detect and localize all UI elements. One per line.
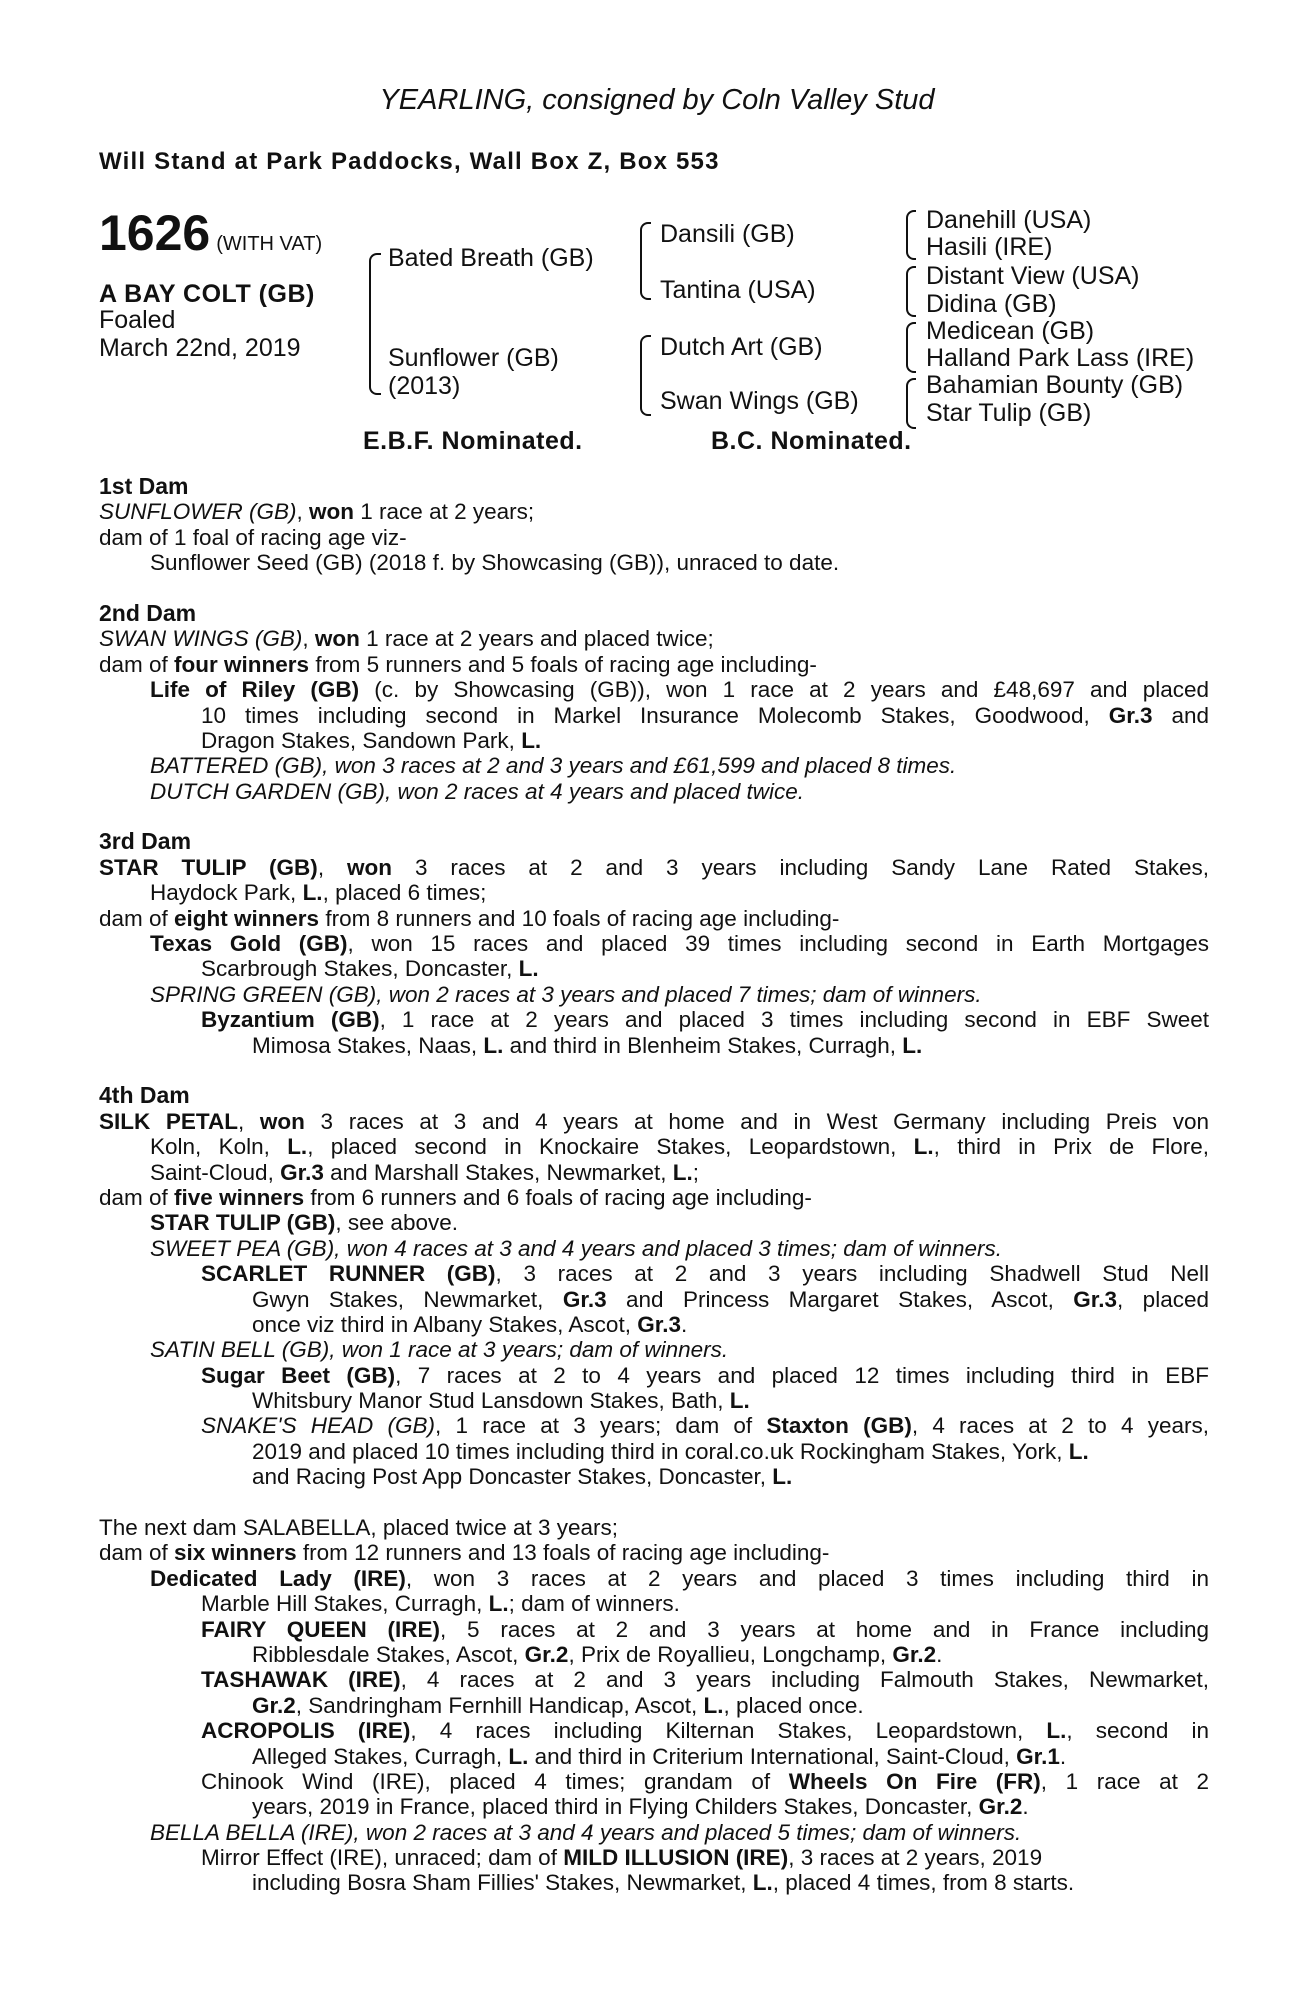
dam-dam-name: Swan Wings (GB) <box>660 387 859 415</box>
fourth-dam-line: SNAKE'S HEAD (GB), 1 race at 3 years; dam of Staxton (GB), 4 races at 2 to 4 years, <box>201 1413 1209 1439</box>
grandsire-3: Distant View (USA) <box>926 262 1140 290</box>
second-dam-line: Dragon Stakes, Sandown Park, L. <box>201 727 542 753</box>
fourth-dam-line: Saint-Cloud, Gr.3 and Marshall Stakes, Newmarket, L.; <box>150 1159 700 1185</box>
next-dam-line: Chinook Wind (IRE), placed 4 times; grandam of Wheels On Fire (FR), 1 race at 2 <box>201 1768 1209 1794</box>
fourth-dam-line: SILK PETAL, won 3 races at 3 and 4 years at home and in West Germany including Preis von <box>99 1108 1209 1134</box>
fourth-dam-line: Sugar Beet (GB), 7 races at 2 to 4 years and placed 12 times including third in EBF <box>201 1362 1209 1388</box>
grandsire-7: Bahamian Bounty (GB) <box>926 371 1184 399</box>
second-dam-line: Life of Riley (GB) (c. by Showcasing (GB)), won 1 race at 2 years and £48,697 and placed <box>150 677 1209 703</box>
dam-year: (2013) <box>388 372 461 400</box>
fourth-dam-line: SATIN BELL (GB), won 1 race at 3 years; dam of winners. <box>150 1337 729 1363</box>
next-dam-line: years, 2019 in France, placed third in Flying Childers Stakes, Doncaster, Gr.2. <box>252 1794 1029 1820</box>
granddam-2: Hasili (IRE) <box>926 233 1053 261</box>
fourth-dam-line: Koln, Koln, L., placed second in Knockaire Stakes, Leopardstown, L., third in Prix de Flore, <box>150 1134 1209 1160</box>
grandsire-1: Danehill (USA) <box>926 206 1092 234</box>
pedigree-bracket-g3 <box>906 322 916 373</box>
sire-dam-name: Tantina (USA) <box>660 276 816 304</box>
lot-description: A BAY COLT (GB) <box>99 280 315 308</box>
stand-location: Will Stand at Park Paddocks, Wall Box Z, Box 553 <box>99 148 720 175</box>
granddam-6: Halland Park Lass (IRE) <box>926 344 1195 372</box>
next-dam-line: Gr.2, Sandringham Fernhill Handicap, Ascot, L., placed once. <box>252 1692 864 1718</box>
next-dam-line: dam of six winners from 12 runners and 13 foals of racing age including- <box>99 1540 830 1566</box>
page-title: YEARLING, consigned by Coln Valley Stud <box>379 84 935 116</box>
next-dam-line: ACROPOLIS (IRE), 4 races including Kilternan Stakes, Leopardstown, L., second in <box>201 1718 1209 1744</box>
sire-sire-name: Dansili (GB) <box>660 220 795 248</box>
third-dam-line: Texas Gold (GB), won 15 races and placed 39 times including second in Earth Mortgages <box>150 931 1209 957</box>
next-dam-line: Alleged Stakes, Curragh, L. and third in Criterium International, Saint-Cloud, Gr.1. <box>252 1743 1067 1769</box>
dam-sire-name: Dutch Art (GB) <box>660 333 823 361</box>
dam-name: Sunflower (GB) <box>388 344 559 372</box>
fourth-dam-heading: 4th Dam <box>99 1082 190 1109</box>
pedigree-bracket-dam <box>640 335 651 416</box>
fourth-dam-line: Whitsbury Manor Stud Lansdown Stakes, Bath, L. <box>252 1388 750 1414</box>
third-dam-heading: 3rd Dam <box>99 828 192 855</box>
fourth-dam-line: dam of five winners from 6 runners and 6 foals of racing age including- <box>99 1184 812 1210</box>
grandsire-5: Medicean (GB) <box>926 317 1095 345</box>
next-dam-line: Dedicated Lady (IRE), won 3 races at 2 years and placed 3 times including third in <box>150 1565 1209 1591</box>
third-dam-line: dam of eight winners from 8 runners and 10 foals of racing age including- <box>99 905 840 931</box>
produce-record <box>99 474 1209 1896</box>
next-dam-line: TASHAWAK (IRE), 4 races at 2 and 3 years including Falmouth Stakes, Newmarket, <box>201 1667 1209 1693</box>
fourth-dam-line: SWEET PEA (GB), won 4 races at 3 and 4 years and placed 3 times; dam of winners. <box>150 1235 1003 1261</box>
third-dam-line: Scarbrough Stakes, Doncaster, L. <box>201 956 539 982</box>
sire-name: Bated Breath (GB) <box>388 244 594 272</box>
pedigree-bracket-sire <box>640 222 651 300</box>
next-dam-line: The next dam SALABELLA, placed twice at 3 years; <box>99 1515 619 1541</box>
third-dam-line: Byzantium (GB), 1 race at 2 years and placed 3 times including second in EBF Sweet <box>201 1007 1209 1033</box>
ebf-nominated: E.B.F. Nominated. <box>363 427 583 455</box>
fourth-dam-line: SCARLET RUNNER (GB), 3 races at 2 and 3 years including Shadwell Stud Nell <box>201 1261 1209 1287</box>
second-dam-line: 10 times including second in Markel Insurance Molecomb Stakes, Goodwood, Gr.3 and <box>201 702 1209 728</box>
fourth-dam-line: 2019 and placed 10 times including third in coral.co.uk Rockingham Stakes, York, L. <box>252 1438 1089 1464</box>
second-dam-line: BATTERED (GB), won 3 races at 2 and 3 years and £61,599 and placed 8 times. <box>150 753 957 779</box>
pedigree-bracket-g4 <box>906 378 916 429</box>
fourth-dam-line: and Racing Post App Doncaster Stakes, Doncaster, L. <box>252 1464 793 1490</box>
third-dam-line: SPRING GREEN (GB), won 2 races at 3 years and placed 7 times; dam of winners. <box>150 981 982 1007</box>
fourth-dam-line: once viz third in Albany Stakes, Ascot, Gr.3. <box>252 1311 688 1337</box>
first-dam-line: Sunflower Seed (GB) (2018 f. by Showcasing (GB)), unraced to date. <box>150 550 840 576</box>
fourth-dam-line: STAR TULIP (GB), see above. <box>150 1210 458 1236</box>
first-dam-line: dam of 1 foal of racing age viz- <box>99 524 407 550</box>
third-dam-line: STAR TULIP (GB), won 3 races at 2 and 3 years including Sandy Lane Rated Stakes, <box>99 854 1209 880</box>
pedigree-bracket-g1 <box>906 210 916 260</box>
second-dam-heading: 2nd Dam <box>99 599 197 626</box>
first-dam-line: SUNFLOWER (GB), won 1 race at 2 years; <box>99 499 535 525</box>
next-dam-line: Marble Hill Stakes, Curragh, L.; dam of winners. <box>201 1591 680 1617</box>
second-dam-line: DUTCH GARDEN (GB), won 2 races at 4 years and placed twice. <box>150 778 804 804</box>
pedigree-bracket-g2 <box>906 266 916 317</box>
fourth-dam-line: Gwyn Stakes, Newmarket, Gr.3 and Princess Margaret Stakes, Ascot, Gr.3, placed <box>252 1286 1209 1312</box>
lot-number-block <box>99 205 323 261</box>
foaled-date: March 22nd, 2019 <box>99 334 301 362</box>
third-dam-line: Mimosa Stakes, Naas, L. and third in Blenheim Stakes, Curragh, L. <box>252 1032 923 1058</box>
next-dam-line: Mirror Effect (IRE), unraced; dam of MILD ILLUSION (IRE), 3 races at 2 years, 2019 <box>201 1845 1043 1871</box>
next-dam-line: Ribblesdale Stakes, Ascot, Gr.2, Prix de Royallieu, Longchamp, Gr.2. <box>252 1641 943 1667</box>
foaled-label: Foaled <box>99 306 176 334</box>
second-dam-line: SWAN WINGS (GB), won 1 race at 2 years and placed twice; <box>99 626 714 652</box>
next-dam-line: FAIRY QUEEN (IRE), 5 races at 2 and 3 years at home and in France including <box>201 1616 1209 1642</box>
lot-number: 1626 <box>99 205 211 261</box>
vat-note: (WITH VAT) <box>216 233 323 255</box>
pedigree-bracket-parents <box>369 253 381 395</box>
third-dam-line: Haydock Park, L., placed 6 times; <box>150 880 487 906</box>
first-dam-heading: 1st Dam <box>99 473 189 499</box>
next-dam-line: including Bosra Sham Fillies' Stakes, Newmarket, L., placed 4 times, from 8 starts. <box>252 1870 1075 1896</box>
next-dam-line: BELLA BELLA (IRE), won 2 races at 3 and 4 years and placed 5 times; dam of winners. <box>150 1819 1022 1845</box>
granddam-4: Didina (GB) <box>926 290 1057 318</box>
granddam-8: Star Tulip (GB) <box>926 399 1092 427</box>
bc-nominated: B.C. Nominated. <box>711 427 912 455</box>
second-dam-line: dam of four winners from 5 runners and 5 foals of racing age including- <box>99 651 817 677</box>
